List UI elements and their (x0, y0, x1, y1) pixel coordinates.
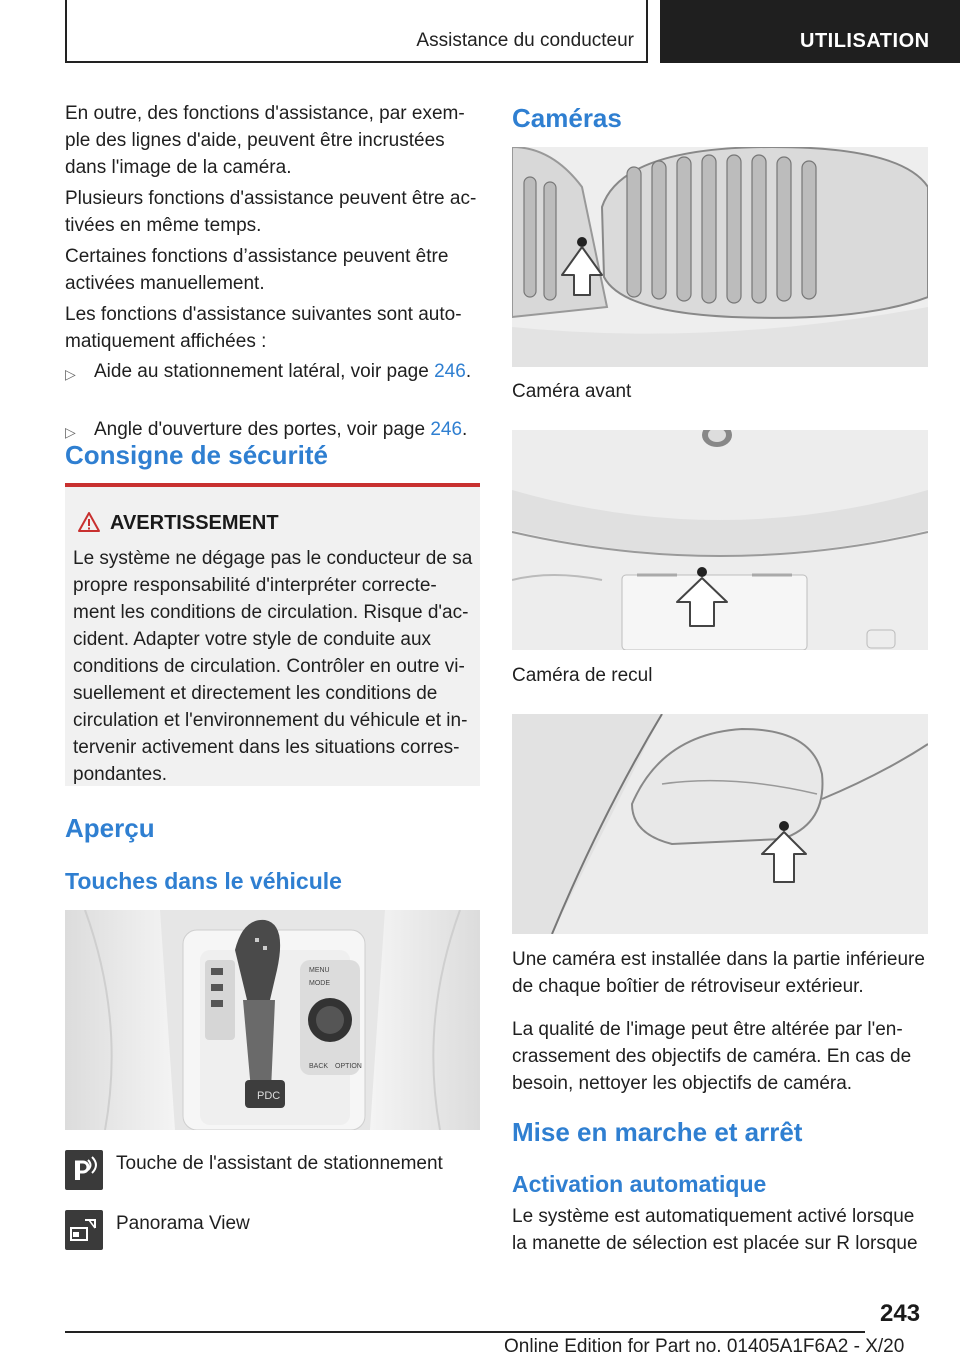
caption-rear-camera: Caméra de recul (512, 665, 653, 686)
intro-line: ple des lignes d'aide, peuvent être incrustées (65, 130, 445, 151)
intro-paragraphs (65, 100, 485, 355)
console-label-pdc: PDC (257, 1090, 281, 1102)
warning-line: suellement et directement les conditions de (73, 683, 438, 704)
console-label-back: BACK (309, 1063, 329, 1070)
intro-line: Les fonctions d'assistance suivantes sont auto- (65, 304, 462, 325)
footer-divider (65, 1331, 865, 1333)
header-section-title: Assistance du conducteur (416, 30, 634, 51)
body-paragraph-2 (512, 1016, 932, 1097)
mirror-camera-image (512, 714, 928, 934)
cameras-heading: Caméras (512, 103, 622, 133)
bullet-item (65, 358, 514, 385)
console-label-menu: MENU (309, 967, 330, 974)
body-line: crassement des objectifs de caméra. En cas de (512, 1046, 912, 1067)
warning-box (65, 483, 480, 786)
intro-line: Certaines fonctions d’assistance peuvent être (65, 246, 449, 267)
body-line: besoin, nettoyer les objectifs de caméra. (512, 1073, 853, 1094)
console-label-mode: MODE (309, 980, 330, 987)
intro-line: dans l'image de la caméra. (65, 157, 292, 178)
intro-line: Plusieurs fonctions d'assistance peuvent être ac- (65, 188, 477, 209)
safety-heading: Consigne de sécurité (65, 440, 328, 470)
front-camera-image (512, 147, 928, 367)
intro-line: En outre, des fonctions d'assistance, par exem- (65, 103, 465, 124)
page-link[interactable]: 246 (430, 419, 463, 440)
bullet-item (65, 416, 514, 443)
center-console-image (65, 910, 480, 1130)
caption-front-camera: Caméra avant (512, 381, 632, 402)
warning-line: pondantes. (73, 764, 168, 785)
intro-line: matiquement affichées : (65, 331, 267, 352)
console-label-option: OPTION (335, 1063, 362, 1070)
warning-text (73, 545, 478, 788)
warning-line: cident. Adapter votre style de conduite aux (73, 629, 432, 650)
intro-line: activées manuellement. (65, 273, 265, 294)
overview-heading: Aperçu (65, 813, 155, 843)
intro-line: tivées en même temps. (65, 215, 262, 236)
bullet-text: Aide au stationnement latéral, voir page (94, 361, 435, 382)
warning-line: circulation et l'environnement du véhicule et in- (73, 710, 468, 731)
body-line: de chaque boîtier de rétroviseur extérieur. (512, 976, 864, 997)
body-line: La qualité de l'image peut être altérée par l'en- (512, 1019, 903, 1040)
header-chapter-title: UTILISATION (800, 30, 930, 52)
header-chapter-tab (660, 0, 960, 63)
warning-line: tervenir activement dans les situations corres- (73, 737, 460, 758)
warning-title: AVERTISSEMENT (110, 512, 279, 534)
page-number: 243 (880, 1300, 921, 1327)
body-paragraph-1 (512, 946, 932, 1000)
triangle-bullet-icon: ▷ (65, 366, 76, 382)
warning-line: ment les conditions de circulation. Risque d'ac- (73, 602, 469, 623)
header-section-tab (65, 0, 648, 63)
body-line: Une caméra est installée dans la partie inférieure (512, 949, 925, 970)
footer-edition: Online Edition for Part no. 01405A1F6A2 - X/20 (504, 1336, 905, 1357)
key-item-label: Panorama View (116, 1213, 250, 1234)
bullet-text: Angle d'ouverture des portes, voir page (94, 419, 431, 440)
onoff-heading: Mise en marche et arrêt (512, 1117, 803, 1147)
warning-line: propre responsabilité d'interpréter correcte- (73, 575, 437, 596)
rear-camera-image (512, 430, 928, 650)
triangle-bullet-icon: ▷ (65, 424, 76, 440)
parking-assistant-icon (65, 1150, 103, 1190)
bullet-end: . (462, 419, 468, 440)
warning-triangle-icon (77, 511, 101, 533)
page-link[interactable]: 246 (434, 361, 466, 382)
body-line: Le système est automatiquement activé lorsque (512, 1206, 915, 1227)
key-item-label: Touche de l'assistant de stationnement (116, 1153, 443, 1174)
warning-line: Le système ne dégage pas le conducteur de sa (73, 548, 473, 569)
buttons-heading: Touches dans le véhicule (65, 868, 342, 894)
warning-line: conditions de circulation. Contrôler en outre vi- (73, 656, 465, 677)
panorama-view-icon (65, 1210, 103, 1250)
body-paragraph-3 (512, 1203, 932, 1257)
body-line: la manette de sélection est placée sur R lorsque (512, 1233, 918, 1254)
bullet-end: . (465, 361, 472, 382)
auto-activation-heading: Activation automatique (512, 1171, 767, 1197)
